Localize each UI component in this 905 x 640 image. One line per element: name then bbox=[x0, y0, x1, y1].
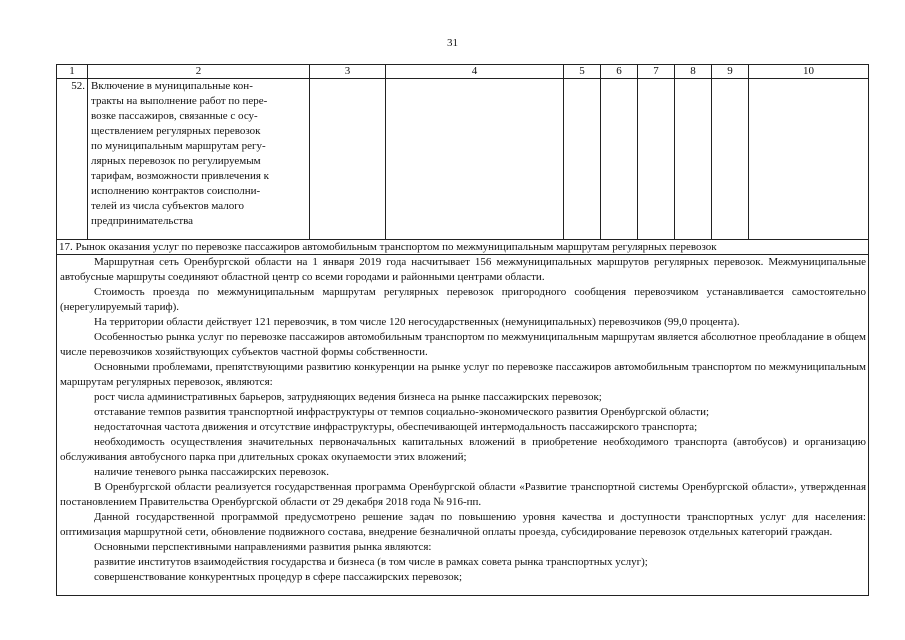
section-title: 17. Рынок оказания услуг по перевозке пассажиров автомобильным транспортом по межмуниципальным маршрутам регулярных перевозок bbox=[57, 240, 869, 255]
row-text-line: предпринимательства bbox=[91, 215, 194, 227]
paragraph: Данной государственной программой предусмотрено решение задач по повышению уровня качества и доступности транспортных услуг для населения: оптимизация маршрутной сети, обновление подвижного состава, внедрение безналичной оплаты проезда, субсидирование перевозок отдельных категорий граждан. bbox=[60, 511, 866, 538]
column-header: 5 bbox=[564, 65, 601, 79]
column-header: 7 bbox=[638, 65, 675, 79]
column-header: 8 bbox=[675, 65, 712, 79]
row-description bbox=[88, 79, 310, 240]
empty-cell bbox=[564, 79, 601, 240]
document-table bbox=[56, 64, 869, 596]
row-number: 52. bbox=[57, 79, 88, 240]
row-text-line: ществлением регулярных перевозок bbox=[91, 125, 261, 137]
empty-cell bbox=[749, 79, 869, 240]
row-text-line: лярных перевозок по регулируемым bbox=[91, 155, 261, 167]
empty-cell bbox=[712, 79, 749, 240]
section-body bbox=[57, 255, 869, 596]
column-header: 2 bbox=[88, 65, 310, 79]
table-header-row bbox=[57, 65, 869, 79]
paragraph: развитие институтов взаимодействия государства и бизнеса (в том числе в рамках совета рынка транспортных услуг); bbox=[94, 556, 648, 568]
row-text-line: телей из числа субъектов малого bbox=[91, 200, 244, 212]
column-header: 9 bbox=[712, 65, 749, 79]
column-header: 4 bbox=[386, 65, 564, 79]
paragraph: В Оренбургской области реализуется государственная программа Оренбургской области «Развитие транспортной системы Оренбургской области», утвержденная постановлением Правительства Оренбургской области от 29 декабря 2018 года № 916-пп. bbox=[60, 481, 866, 508]
paragraph: необходимость осуществления значительных первоначальных капитальных вложений в приобретение необходимого транспорта (автобусов) и организацию обслуживания автобусного парка при длительных сроках окупаемости этих вложений; bbox=[60, 436, 866, 463]
column-header: 3 bbox=[310, 65, 386, 79]
section-body-row bbox=[57, 255, 869, 596]
paragraph: недостаточная частота движения и отсутствие инфраструктуры, обеспечивающей интермодальность пассажирского транспорта; bbox=[94, 421, 698, 433]
empty-cell bbox=[601, 79, 638, 240]
paragraph: Основными проблемами, препятствующими развитию конкуренции на рынке услуг по перевозке пассажиров автомобильным транспортом по межмуниципальным маршрутам регулярных перевозок, являются: bbox=[60, 361, 866, 388]
empty-cell bbox=[638, 79, 675, 240]
row-text-line: возке пассажиров, связанные с осу- bbox=[91, 110, 258, 122]
paragraph: совершенствование конкурентных процедур в сфере пассажирских перевозок; bbox=[94, 571, 463, 583]
row-text-line: Включение в муниципальные кон- bbox=[91, 80, 253, 92]
row-text-line: тракты на выполнение работ по пере- bbox=[91, 95, 268, 107]
paragraph: Стоимость проезда по межмуниципальным маршрутам регулярных перевозок пригородного сообщения перевозчиком устанавливается самостоятельно (нерегулируемый тариф). bbox=[60, 286, 866, 313]
row-text-line: тарифам, возможности привлечения к bbox=[91, 170, 270, 182]
column-header: 6 bbox=[601, 65, 638, 79]
paragraph: отставание темпов развития транспортной инфраструктуры от темпов социально-экономического развития Оренбургской области; bbox=[94, 406, 710, 418]
row-text-line: по муниципальным маршрутам регу- bbox=[91, 140, 266, 152]
empty-cell bbox=[675, 79, 712, 240]
empty-cell bbox=[386, 79, 564, 240]
column-header: 10 bbox=[749, 65, 869, 79]
page-number: 31 bbox=[447, 37, 458, 49]
column-header: 1 bbox=[57, 65, 88, 79]
paragraph: На территории области действует 121 перевозчик, в том числе 120 негосударственных (немуниципальных) перевозчиков (99,0 процента). bbox=[94, 316, 740, 328]
paragraph: Основными перспективными направлениями развития рынка являются: bbox=[94, 541, 432, 553]
section-title-row bbox=[57, 240, 869, 255]
paragraph: Особенностью рынка услуг по перевозке пассажиров автомобильным транспортом по межмуниципальным маршрутам является абсолютное преобладание в общем числе перевозчиков хозяйствующих субъектов частной формы собственности. bbox=[60, 331, 866, 358]
table-row bbox=[57, 79, 869, 240]
paragraph: наличие теневого рынка пассажирских перевозок. bbox=[94, 466, 329, 478]
paragraph: рост числа административных барьеров, затрудняющих ведения бизнеса на рынке пассажирских перевозок; bbox=[94, 391, 602, 403]
empty-cell bbox=[310, 79, 386, 240]
row-text-line: исполнению контрактов соисполни- bbox=[91, 185, 261, 197]
paragraph: Маршрутная сеть Оренбургской области на 1 января 2019 года насчитывает 156 межмуниципальных маршрутов регулярных перевозок. Межмуниципальные автобусные маршруты соединяют областной центр со всеми городами и районными центрами области. bbox=[60, 256, 866, 283]
